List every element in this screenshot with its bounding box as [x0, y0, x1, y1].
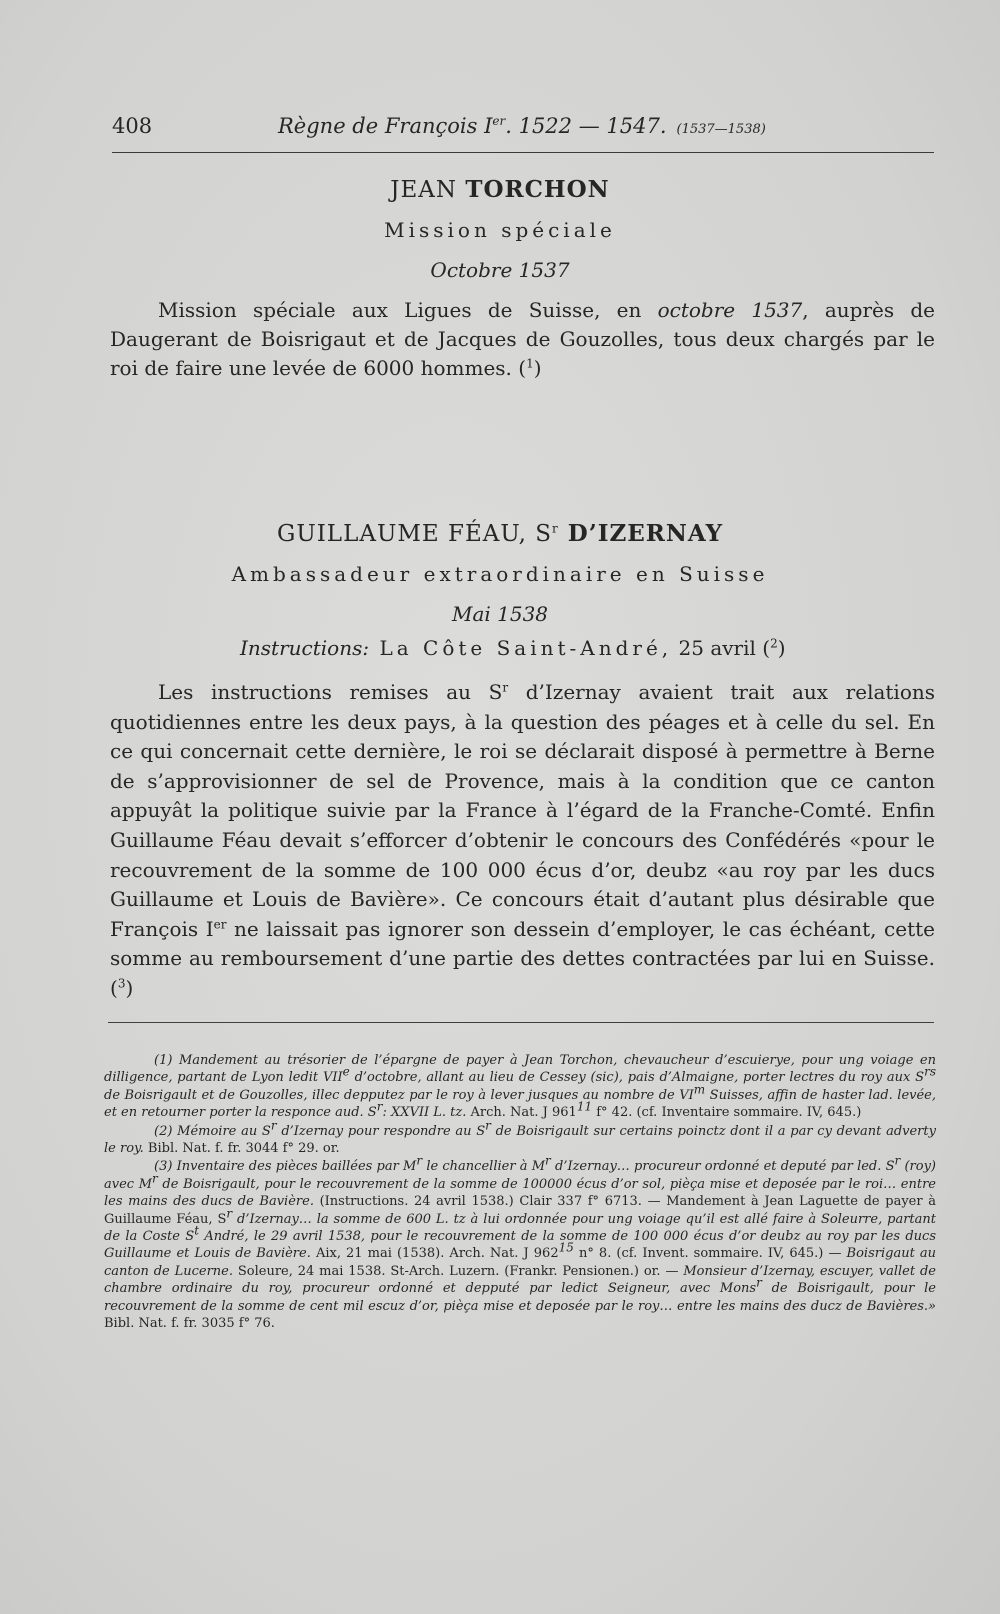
section2-date: Mai 1538 [451, 602, 549, 626]
footnotes [104, 1052, 936, 1334]
footnote-3: (3) Inventaire des pièces baillées par $M^r$ le chancellier à $M^r$ d’Izernay… procureur ordonné et deputé par led. $S^r$ (roy) avec $M^r$ de Boisrigault, pour le recouvrement de la somme de 100000 écus d’or sol, pièça mise et deposée par le roi… entre les mains des ducs de Bavière. (Instructions. 24 avril 1538.) Clair 337 f° 6713. — Mandement à Jean Laguette de payer à Guillaume Féau, $S^r$ d’Izernay… la somme de 600 L. tz à lui ordonnée pour ung voiage qu’il est allé faire à Soleurre, partant de la Coste $S^t$ André, le 29 avril 1538, pour le recouvrement de la somme de 100 000 écus d’or deubz au roy par les ducs Guillaume et Louis de Bavière. Aix, 21 mai (1538). Arch. Nat. J $962^{15}$ n° 8. (cf. Invent. sommaire. IV, 645.) — Boisrigaut au canton de Lucerne. Soleure, 24 mai 1538. St-Arch. Luzern. (Frankr. Pensionen.) or. — Monsieur d’Izernay, escuyer, vallet de chambre ordinaire du roy, procureur ordonné et depputé par ledict Seigneur, avec Mons$^r$ de Boisrigault, pour le recouvrement de la somme de cent mil escuz d’or, pièça mise et deposée par le roy… entre les mains des ducz de Bavières.» Bibl. Nat. f. fr. 3035 f° 76. [104, 1154, 937, 1332]
instructions-line: Instructions: La Côte Saint-André, 25 avril ($^2$) [240, 636, 786, 660]
section1-paragraph: Mission spéciale aux Ligues de Suisse, en octobre 1537, auprès de Daugerant de Boisrigaut et de Jacques de Gouzolles, tous deux chargés par le roi de faire une levée de 6000 hommes. ($^1$) [110, 298, 935, 380]
footnote-ref-2: 2 [770, 636, 778, 651]
section1-date: Octobre 1537 [430, 258, 570, 282]
section2-heading: GUILLAUME FÉAU, $S^r$ D’IZERNAY [276, 520, 724, 547]
footnote-1: (1) Mandement au trésorier de l’épargne de payer à Jean Torchon, chevaucheur d’escuierye, pour ung voiage en dilligence, partant de Lyon ledit VIIe d’octobre, allant au lieu de Cessey (sic), pais d’Almaigne, porter lectres du roy aux $S^{rs}$ de Boisrigault et de Gouzolles, illec depputez par le roy à lever jusques au nombre de $VI^m$ Suisses, affin de haster lad. levée, et en retourner porter la responce aud. $S^r$: XXVII L. tz. Arch. Nat. J $961^{11}$ f° 42. (cf. Inventaire sommaire. IV, 645.) [104, 1053, 936, 1121]
section1-heading: JEAN TORCHON [390, 176, 610, 203]
running-range: (1537—1538) [676, 122, 766, 137]
section1-subtitle: Mission spéciale [384, 218, 616, 242]
page-number: 408 [112, 114, 153, 138]
footnote-2: (2) Mémoire au $S^r$ d’Izernay pour respondre au $S^r$ de Boisrigault sur certains poinctz dont il a par cy devant adverty le roy. Bibl. Nat. f. fr. 3044 f° 29. or. [104, 1118, 936, 1157]
footnote-rule [108, 1022, 934, 1023]
section2-subtitle: Ambassadeur extraordinaire en Suisse [231, 562, 769, 586]
header-rule [112, 152, 934, 153]
section2-paragraph: Les instructions remises au $S^r$ d’Izernay avaient trait aux relations quotidiennes entre les deux pays, à la question des péages et à celle du sel. En ce qui concernait cette dernière, le roi se déclarait disposé à permettre à Berne de s’approvisionner de sel de Provence, mais à la condition que ce canton appuyât la politique suivie par la France à l’égard de la Franche-Comté. Enfin Guillaume Féau devait s’efforcer d’obtenir le concours des Confédérés «pour le recouvrement de la somme de 100 000 écus d’or, deubz «au roy par les ducs Guillaume et Louis de Bavière». Ce concours était d’autant plus désirable que François Ier ne laissait pas ignorer son dessein d’employer, le cas échéant, cette somme au remboursement d’une partie des dettes contractées par lui en Suisse. ($^3$) [110, 680, 936, 1000]
footnote-ref-3: 3 [117, 976, 126, 991]
footnote-ref-1: 1 [526, 356, 534, 371]
running-title: Règne de François Ier. 1522 — 1547. (1537—1538) [278, 114, 766, 138]
